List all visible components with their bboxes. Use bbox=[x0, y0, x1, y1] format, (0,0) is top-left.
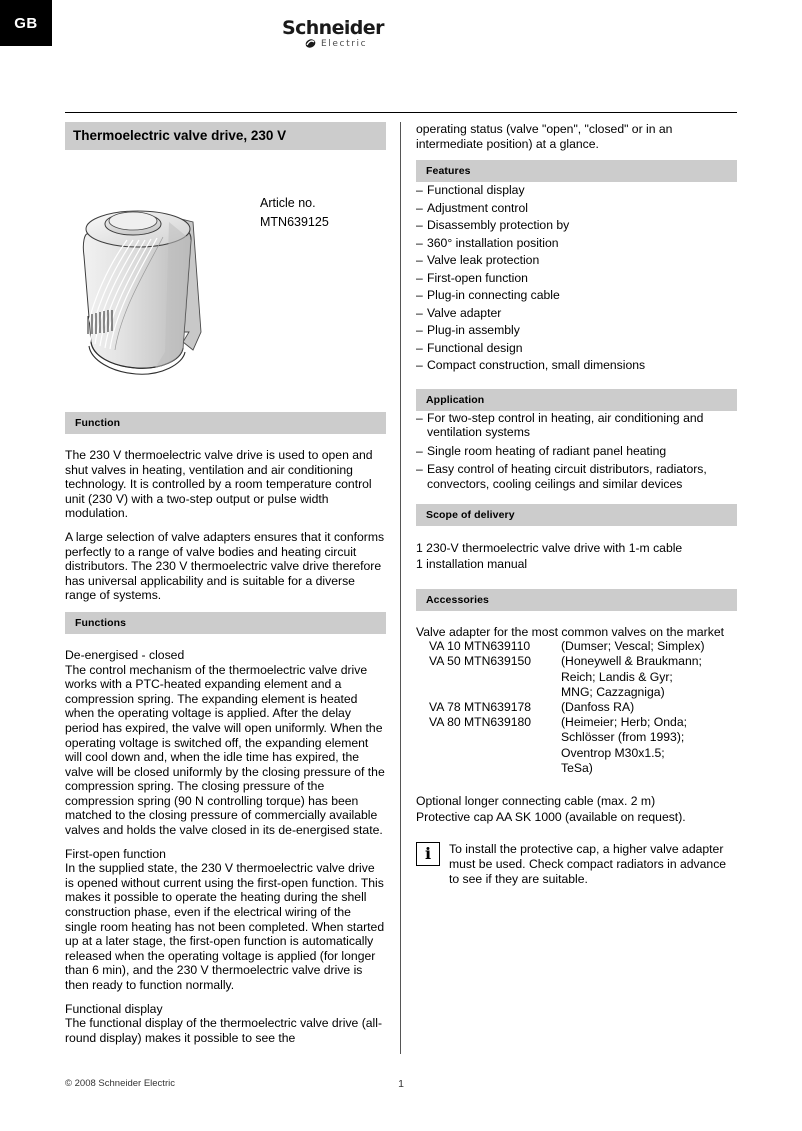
column-divider bbox=[400, 122, 401, 1054]
list-item bbox=[416, 270, 737, 288]
accessories-extra-line: Protective cap AA SK 1000 (available on request). bbox=[416, 810, 686, 825]
list-dash: – bbox=[416, 288, 423, 303]
scope-of-delivery-list bbox=[416, 540, 737, 572]
functions-text: The control mechanism of the thermoelectric valve drive works with a PTC-heated expanding element and a compression spring. The expanding element is heated when the operating voltage is applied. After the delay period has expired, the valve will open uniformly. When the operating voltage is switched off, the expanding element will cool down and, when the idle time has expired, the valve will be closed uniformly by the closing pressure of the compression spring. The closing pressure of the compression spring (90 N controlling torque) has been matched to the closing pressure of commercially available valves and holds the valve closed in its de-energised state. bbox=[65, 662, 385, 838]
list-item bbox=[416, 182, 737, 200]
list-item-label: Valve adapter bbox=[427, 305, 502, 320]
list-item-label: Easy control of heating circuit distributors, radiators, convectors, cooling ceilings and similar devices bbox=[427, 462, 707, 492]
functions-block bbox=[65, 648, 386, 838]
function-body bbox=[65, 448, 386, 603]
product-image bbox=[65, 182, 260, 402]
section-heading-application-label: Application bbox=[426, 393, 485, 406]
functions-subheading: First-open function bbox=[65, 846, 166, 861]
two-column-layout bbox=[65, 122, 737, 1054]
list-dash: – bbox=[416, 183, 423, 198]
table-row bbox=[429, 654, 737, 700]
list-item bbox=[416, 462, 737, 491]
footer-copyright: © 2008 Schneider Electric bbox=[65, 1078, 175, 1089]
list-item-label: Adjustment control bbox=[427, 200, 528, 215]
list-item bbox=[416, 217, 737, 235]
application-list bbox=[416, 411, 737, 492]
language-badge-label: GB bbox=[14, 14, 38, 32]
list-item: 1 installation manual bbox=[416, 556, 528, 571]
list-item-label: Functional design bbox=[427, 340, 523, 355]
list-dash: – bbox=[416, 235, 423, 250]
functions-subheading: De-energised - closed bbox=[65, 647, 185, 662]
list-dash: – bbox=[416, 462, 423, 477]
page-content bbox=[65, 112, 737, 1054]
article-info bbox=[260, 194, 329, 232]
section-heading-scope-of-delivery bbox=[416, 504, 737, 526]
section-heading-function bbox=[65, 412, 386, 434]
list-dash: – bbox=[416, 270, 423, 285]
accessories-extra-line: Optional longer connecting cable (max. 2 m) bbox=[416, 794, 656, 809]
list-item-label: Single room heating of radiant panel heating bbox=[427, 443, 667, 458]
product-overview bbox=[65, 150, 386, 412]
adapter-description: (Honeywell & Braukmann; bbox=[561, 654, 702, 669]
section-heading-scope-of-delivery-label: Scope of delivery bbox=[426, 508, 515, 521]
continued-paragraph: operating status (valve "open", "closed" or in an intermediate position) at a glance. bbox=[416, 122, 673, 151]
list-dash: – bbox=[416, 200, 423, 215]
adapter-description: (Dumser; Vescal; Simplex) bbox=[561, 639, 705, 654]
page-title bbox=[65, 122, 386, 150]
section-heading-accessories bbox=[416, 589, 737, 611]
section-heading-application bbox=[416, 389, 737, 411]
accessories-body bbox=[416, 625, 737, 887]
adapter-code: VA 10 MTN639110 bbox=[429, 639, 531, 654]
section-heading-functions-label: Functions bbox=[75, 616, 127, 629]
list-item bbox=[416, 235, 737, 253]
list-item bbox=[416, 340, 737, 358]
list-dash: – bbox=[416, 218, 423, 233]
list-item-label: Plug-in assembly bbox=[427, 323, 520, 338]
list-dash: – bbox=[416, 323, 423, 338]
valve-adapter-table bbox=[429, 639, 737, 776]
list-item-label: Compact construction, small dimensions bbox=[427, 358, 646, 373]
list-dash: – bbox=[416, 340, 423, 355]
adapter-description: (Heimeier; Herb; Onda; bbox=[561, 715, 687, 730]
schneider-swirl-icon bbox=[304, 37, 317, 50]
column-gutter bbox=[386, 122, 416, 1054]
table-row bbox=[429, 715, 737, 776]
functions-subheading: Functional display bbox=[65, 1001, 163, 1016]
adapter-code: VA 50 MTN639150 bbox=[429, 654, 532, 669]
list-item-label: First-open function bbox=[427, 270, 528, 285]
language-badge bbox=[0, 0, 52, 46]
list-item-label: Functional display bbox=[427, 183, 525, 198]
page-title-label: Thermoelectric valve drive, 230 V bbox=[73, 128, 287, 143]
header-rule bbox=[65, 112, 737, 113]
functions-text: In the supplied state, the 230 V thermoelectric valve drive is opened without current using the first-open function. This makes it possible to operate the heating during the shell construction phase, even if the electrical wiring of the single room heating has not been completed. When started up at a later stage, the first-open function is automatically released when the operating voltage is applied (for longer than 6 min), and the 230 V thermoelectric valve drive is then ready to function normally. bbox=[65, 861, 385, 992]
list-item bbox=[416, 287, 737, 305]
function-paragraph-1: The 230 V thermoelectric valve drive is used to open and shut valves in heating, ventilation and air conditioning technology. It is controlled by a room temperature control unit (230 V) with a two-step output or pulse width modulation. bbox=[65, 448, 373, 521]
accessories-intro: Valve adapter for the most common valves on the market bbox=[416, 624, 724, 639]
list-item-label: 360° installation position bbox=[427, 235, 559, 250]
schneider-electric-logo bbox=[282, 18, 400, 50]
list-dash: – bbox=[416, 443, 423, 458]
list-dash: – bbox=[416, 253, 423, 268]
list-item-label: Valve leak protection bbox=[427, 253, 540, 268]
adapter-description-cont: Schlösser (from 1993); bbox=[561, 730, 685, 745]
function-paragraph-2: A large selection of valve adapters ensures that it conforms perfectly to a range of valve bodies and heating circuit distributors. The 230 V thermoelectric valve drive therefore has universal applicability and is suitable for a diverse range of systems. bbox=[65, 529, 385, 603]
features-list bbox=[416, 182, 737, 375]
adapter-description-cont: MNG; Cazzagniga) bbox=[561, 684, 665, 699]
list-item bbox=[416, 322, 737, 340]
info-icon: i bbox=[416, 842, 440, 866]
functions-text: The functional display of the thermoelectric valve drive (all-round display) makes it possible to see the bbox=[65, 1016, 383, 1045]
list-dash: – bbox=[416, 410, 423, 425]
adapter-code: VA 78 MTN639178 bbox=[429, 700, 532, 715]
functions-body bbox=[65, 648, 386, 1045]
footer-page-number: 1 bbox=[398, 1078, 404, 1090]
section-heading-function-label: Function bbox=[75, 417, 121, 429]
list-dash: – bbox=[416, 358, 423, 373]
list-item bbox=[416, 252, 737, 270]
section-heading-features-label: Features bbox=[426, 165, 471, 178]
article-label: Article no. bbox=[260, 196, 316, 210]
list-item-label: Disassembly protection by bbox=[427, 218, 570, 233]
right-column bbox=[416, 122, 737, 1054]
list-dash: – bbox=[416, 305, 423, 320]
page-footer bbox=[65, 1078, 737, 1089]
list-item bbox=[416, 411, 737, 440]
list-item bbox=[416, 305, 737, 323]
adapter-description-cont: Oventrop M30x1.5; bbox=[561, 745, 665, 760]
info-note bbox=[416, 842, 737, 886]
table-row bbox=[429, 700, 737, 715]
left-column bbox=[65, 122, 386, 1054]
list-item: 1 230-V thermoelectric valve drive with 1-m cable bbox=[416, 540, 683, 555]
functions-block bbox=[65, 1002, 386, 1046]
table-row bbox=[429, 639, 737, 654]
list-item bbox=[416, 200, 737, 218]
list-item-label: For two-step control in heating, air conditioning and ventilation systems bbox=[427, 410, 704, 440]
list-item bbox=[416, 357, 737, 375]
logo-wordmark: Schneider bbox=[282, 17, 384, 39]
accessories-extra-lines bbox=[416, 793, 737, 825]
adapter-description-cont: Reich; Landis & Gyr; bbox=[561, 669, 673, 684]
adapter-code: VA 80 MTN639180 bbox=[429, 715, 532, 730]
section-heading-accessories-label: Accessories bbox=[426, 593, 489, 606]
info-note-text: To install the protective cap, a higher valve adapter must be used. Check compact radiators in advance to see if they are suitable. bbox=[449, 842, 727, 886]
section-heading-features bbox=[416, 160, 737, 182]
logo-subtext: Electric bbox=[321, 38, 368, 49]
adapter-description-cont: TeSa) bbox=[561, 760, 593, 775]
adapter-description: (Danfoss RA) bbox=[561, 700, 635, 715]
section-heading-functions bbox=[65, 612, 386, 634]
list-item bbox=[416, 444, 737, 459]
functions-block bbox=[65, 847, 386, 993]
article-number: MTN639125 bbox=[260, 215, 329, 229]
list-item-label: Plug-in connecting cable bbox=[427, 288, 560, 303]
